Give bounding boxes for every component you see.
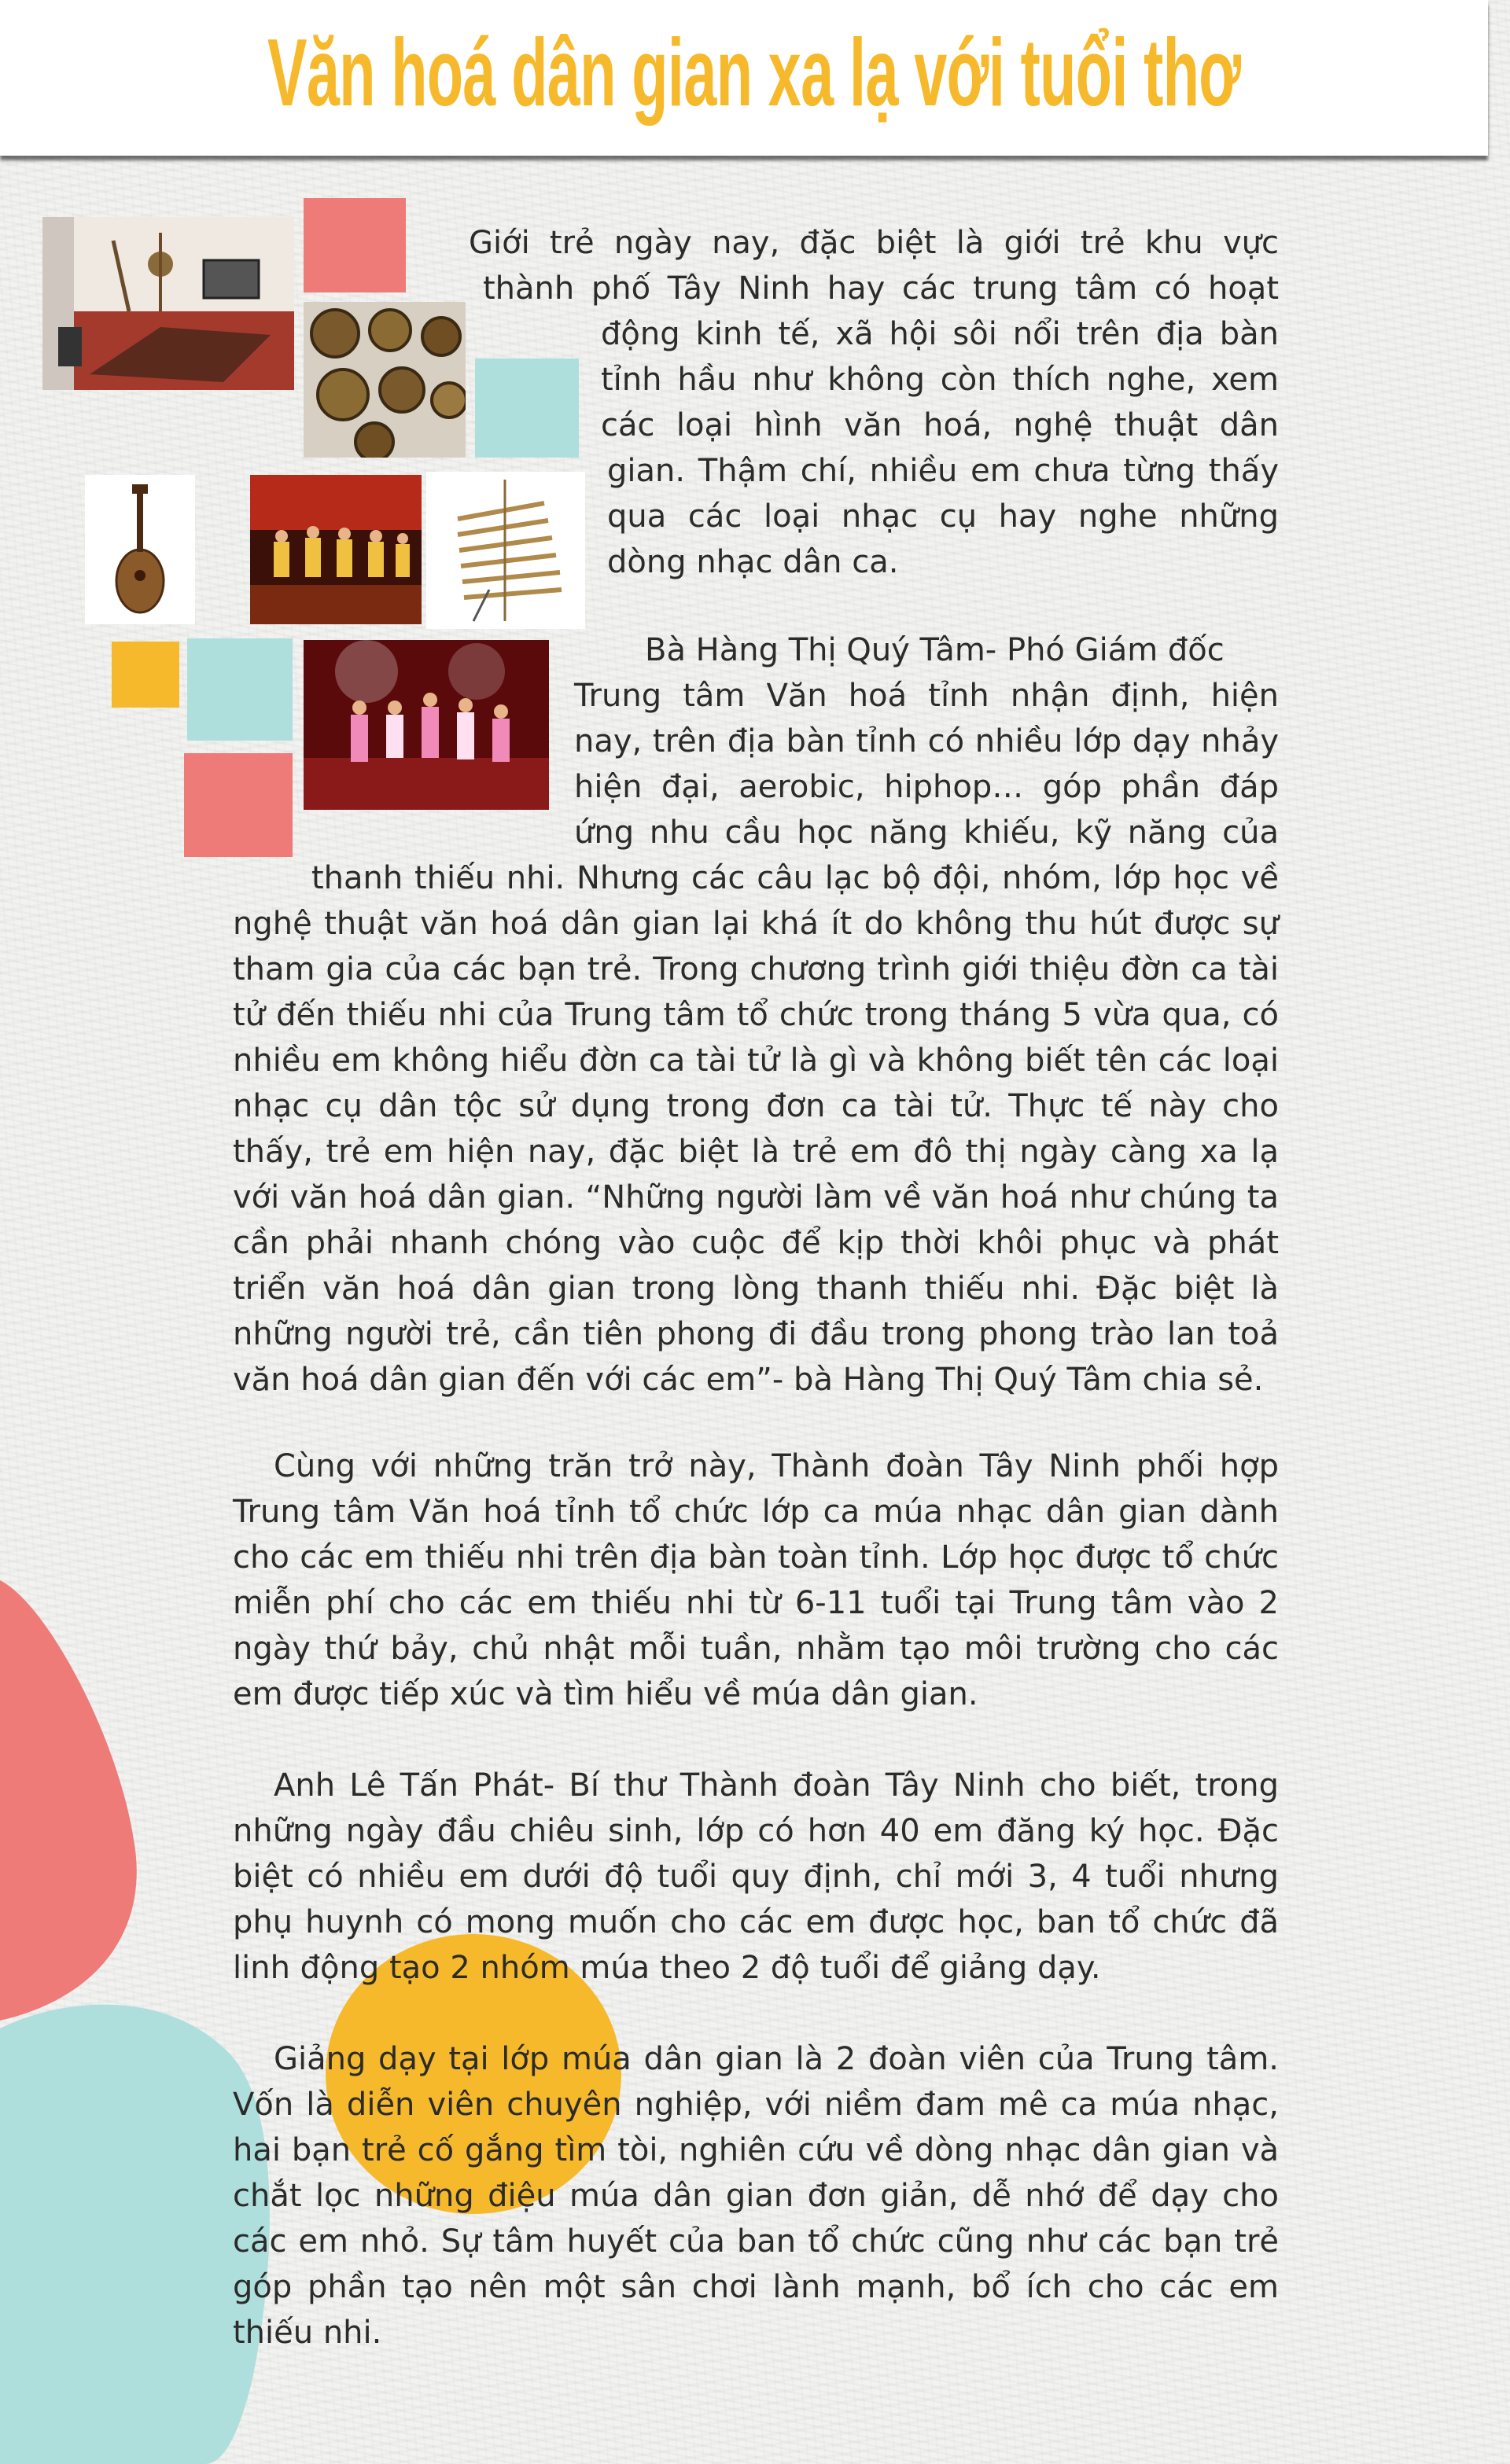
paragraph-2-intro — [233, 627, 1279, 901]
paragraph-2-line: hiện đại, aerobic, hiphop… góp phần đáp — [574, 769, 1279, 805]
title-banner — [0, 0, 1488, 156]
page-title: Văn hoá dân gian xa lạ với tuổi thơ — [267, 19, 1241, 126]
paragraph-2-line: thanh thiếu nhi. Nhưng các câu lạc bộ đội, nhóm, lớp học về — [311, 860, 1279, 896]
stage-performance-photo — [250, 475, 422, 624]
paragraph-3: Cùng với những trăn trở này, Thành đoàn Tây Ninh phối hợp Trung tâm Văn hoá tỉnh tổ chức lớp ca múa nhạc dân gian dành cho các em thiếu nhi trên địa bàn toàn tỉnh. Lớp học được tổ chức miễn phí cho các em thiếu nhi từ 6-11 tuổi tại Trung tâm vào 2 ngày thứ bảy, chủ nhật mỗi tuần, nhằm tạo môi trường cho các em được tiếp xúc và tìm hiểu về múa dân gian. — [233, 1448, 1279, 1712]
paragraph-2-body: nghệ thuật văn hoá dân gian lại khá ít do không thu hút được sự tham gia của các bạn trẻ. Trong chương trình giới thiệu đờn ca tài tử đến thiếu nhi của Trung tâm tổ chức trong tháng 5 vừa qua, có nhiều em không hiểu đờn ca tài tử là gì và không biết tên các loại nhạc cụ dân tộc sử dụng trong đơn ca tài tử. Thực tế này cho thấy, trẻ em hiện nay, đặc biệt là trẻ em đô thị ngày càng xa lạ với văn hoá dân gian. “Những người làm về văn hoá như chúng ta cần phải nhanh chóng vào cuộc để kịp thời khôi phục và phát triển văn hoá dân gian trong lòng thanh thiếu nhi. Đặc biệt là những người trẻ, cần tiên phong đi đầu trong phong trào lan toả văn hoá dân gian đến với các em”- bà Hàng Thị Quý Tâm chia sẻ. — [233, 906, 1279, 1398]
paragraph-2-line: Trung tâm Văn hoá tỉnh nhận định, hiện — [574, 678, 1279, 714]
paragraph-1-line: qua các loại nhạc cụ hay nghe những — [607, 498, 1279, 535]
lute-instrument-photo — [85, 475, 195, 624]
paragraph-2-line: ứng nhu cầu học năng khiếu, kỹ năng của — [574, 815, 1279, 851]
yellow-square-decoration — [112, 642, 179, 708]
paragraph-1-line: dòng nhạc dân ca. — [607, 544, 899, 580]
paragraph-1-line: các loại hình văn hoá, nghệ thuật dân — [601, 407, 1279, 443]
paragraph-1 — [440, 220, 1279, 585]
museum-instruments-photo — [42, 217, 294, 390]
paragraph-5: Giảng dạy tại lớp múa dân gian là 2 đoàn viên của Trung tâm. Vốn là diễn viên chuyên nghiệp, với niềm đam mê ca múa nhạc, hai bạn trẻ cố gắng tìm tòi, nghiên cứu về dòng nhạc dân gian và chắt lọc những điệu múa dân gian đơn giản, dễ nhớ để dạy cho các em nhỏ. Sự tâm huyết của ban tổ chức cũng như các bạn trẻ góp phần tạo nên một sân chơi lành mạnh, bổ ích cho các em thiếu nhi. — [233, 2041, 1279, 2351]
paragraph-1-line: động kinh tế, xã hội sôi nổi trên địa bàn — [601, 316, 1279, 352]
paragraph-4: Anh Lê Tấn Phát- Bí thư Thành đoàn Tây Ninh cho biết, trong những ngày đầu chiêu sinh, lớp có hơn 40 em đăng ký học. Đặc biệt có nhiều em dưới độ tuổi quy định, chỉ mới 3, 4 tuổi nhưng phụ huynh có mong muốn cho các em được học, ban tổ chức đã linh động tạo 2 nhóm múa theo 2 độ tuổi để giảng dạy. — [233, 1767, 1279, 1986]
paragraph-2-line: Bà Hàng Thị Quý Tâm- Phó Giám đốc — [645, 632, 1225, 668]
paragraph-2-line: nay, trên địa bàn tỉnh có nhiều lớp dạy nhảy — [574, 723, 1279, 759]
pink-square-decoration — [304, 198, 406, 292]
paragraph-1-line: Giới trẻ ngày nay, đặc biệt là giới trẻ khu vực — [469, 225, 1279, 261]
paragraph-1-line: thành phố Tây Ninh hay các trung tâm có hoạt — [483, 270, 1279, 307]
paragraph-1-line: gian. Thậm chí, nhiều em chưa từng thấy — [607, 453, 1279, 489]
paragraph-1-line: tỉnh hầu như không còn thích nghe, xem — [601, 362, 1279, 398]
